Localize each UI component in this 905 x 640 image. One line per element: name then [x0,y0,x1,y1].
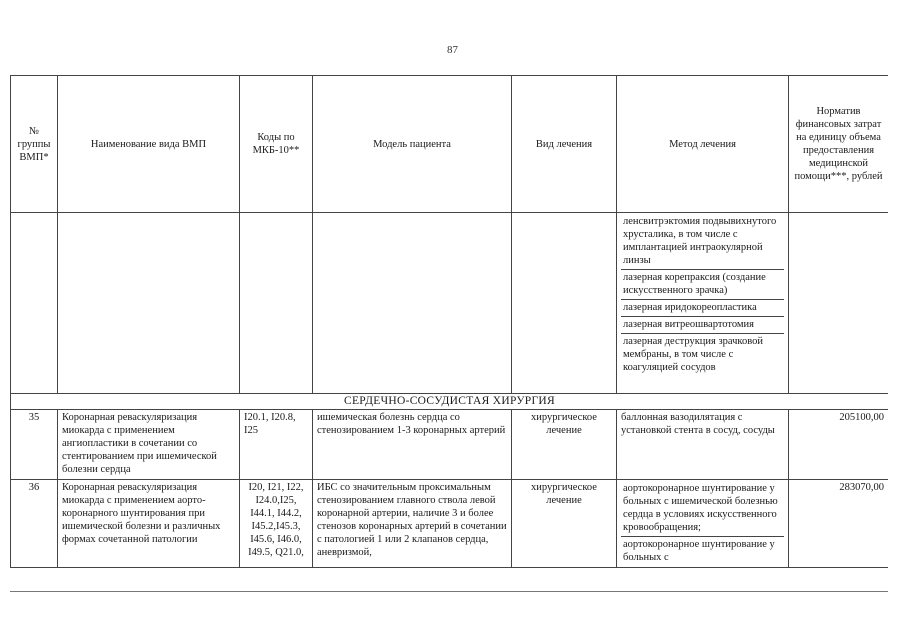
continuation-methods [617,213,789,394]
codes-cell: I20.1, I20.8, I25 [240,410,313,480]
treatment-type-cell: хирургическое лечение [512,480,617,568]
method-item: лазерная витреошвартотомия [621,317,784,334]
name-cell: Коронарная реваскуляризация миокарда с применением аорто-коронарного шунтирования при ишемической болезни и различных формах сочетанной патологии [58,480,240,568]
method-item: ленсвитрэктомия подвывихнутого хрусталика, в том числе с имплантацией интраокулярной линзы [621,214,784,270]
header-treatment-type: Вид лечения [512,76,617,213]
header-codes: Коды по МКБ-10** [240,76,313,213]
table-row [11,410,889,480]
document-sheet [10,75,888,590]
vmp-table [10,75,888,568]
header-cost: Норматив финансовых затрат на единицу объема предоставления медицинской помощи***, рублей [789,76,889,213]
header-method: Метод лечения [617,76,789,213]
empty-cell [58,213,240,394]
table-header-row [11,76,889,213]
method-item: аортокоронарное шунтирование у больных с [623,539,775,563]
empty-cell [240,213,313,394]
empty-cell [512,213,617,394]
empty-cell [313,213,512,394]
codes-cell: I20, I21, I22, I24.0,I25, I44.1, I44.2, I45.2,I45.3, I45.6, I46.0, I49.5, Q21.0, [240,480,313,568]
header-name: Наименование вида ВМП [58,76,240,213]
name-cell: Коронарная реваскуляризация миокарда с применением ангиопластики в сочетании со стентированием при ишемической болезни сердца [58,410,240,480]
method-item: лазерная корепраксия (создание искусственного зрачка) [621,270,784,300]
header-model: Модель пациента [313,76,512,213]
method-item: лазерная деструкция зрачковой мембраны, в том числе с коагуляцией сосудов [623,336,763,373]
empty-cell [11,213,58,394]
section-heading-row [11,394,889,410]
empty-cell [789,213,889,394]
method-cell [617,480,789,568]
method-cell: баллонная вазодилятация с установкой стента в сосуд, сосуды [617,410,789,480]
cost-cell: 283070,00 [789,480,889,568]
cost-cell: 205100,00 [789,410,889,480]
model-cell: ишемическая болезнь сердца со стенозированием 1-3 коронарных артерий [313,410,512,480]
group-no-cell: 36 [11,480,58,568]
method-item: аортокоронарное шунтирование у больных с ишемической болезнью сердца в условиях искусственного кровообращения; [621,481,784,537]
model-cell: ИБС со значительным проксимальным стенозированием главного ствола левой коронарной артерии, наличие 3 и более стенозов коронарных артерий в сочетании с патологией 1 или 2 клапанов сердца, аневризмой, [313,480,512,568]
section-title: СЕРДЕЧНО-СОСУДИСТАЯ ХИРУРГИЯ [11,394,889,410]
header-group-no: № группы ВМП* [11,76,58,213]
page-number: 87 [447,44,458,56]
treatment-type-cell: хирургическое лечение [512,410,617,480]
page-cut-line [10,591,888,592]
table-row [11,480,889,568]
method-item: лазерная иридокореопластика [621,300,784,317]
group-no-cell: 35 [11,410,58,480]
continuation-row [11,213,889,394]
